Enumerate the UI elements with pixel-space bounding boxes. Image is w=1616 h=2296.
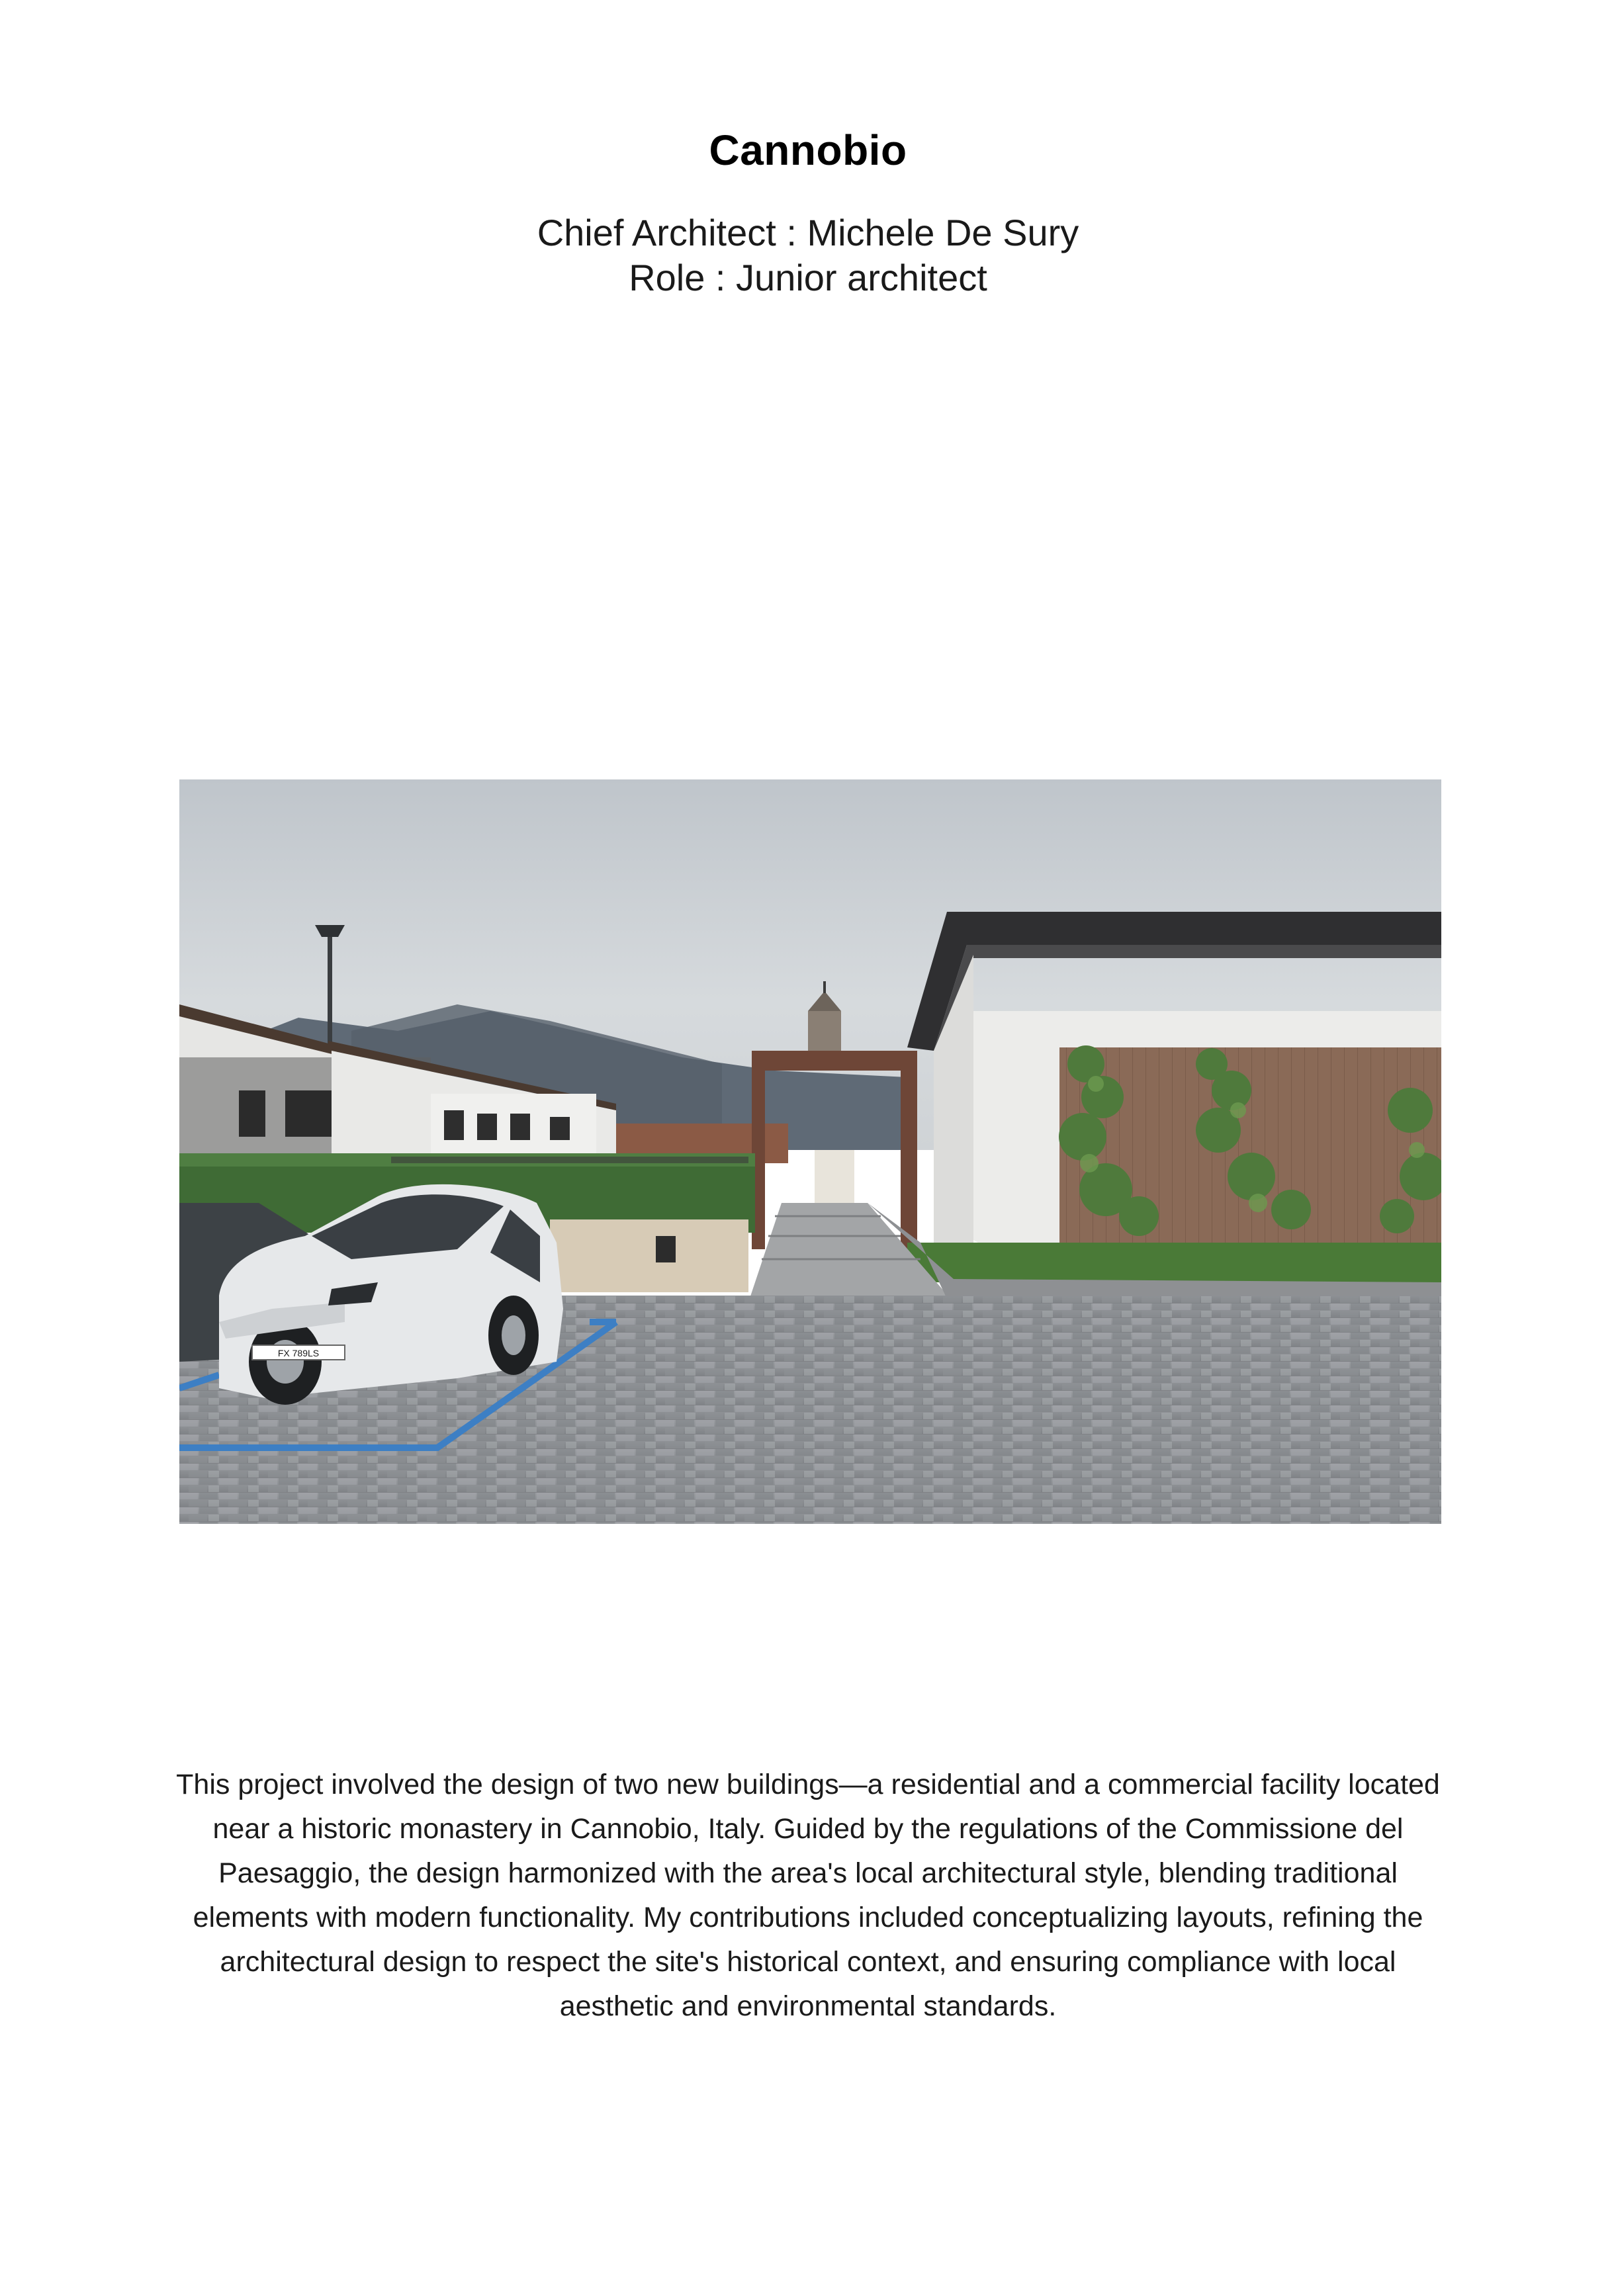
project-credits: [0, 210, 1616, 300]
chief-architect-line: Chief Architect : Michele De Sury: [537, 212, 1079, 253]
pergola: [752, 1051, 917, 1071]
grass-strip: [907, 1243, 1441, 1282]
role-line: Role : Junior architect: [629, 257, 987, 298]
license-plate: FX 789LS: [277, 1348, 320, 1358]
architectural-render: [179, 779, 1441, 1524]
page-title: Cannobio: [709, 126, 907, 174]
project-description: This project involved the design of two new buildings—a residential and a commercial facility located near a historic monastery in Cannobio, Italy. Guided by the regulations of the Commissione del Paesaggio, the design harmonized with the area's local architectural style, blending traditional elements with modern functionality. My contributions included conceptualizing layouts, refining the architectural design to respect the site's historical context, and ensuring compliance with local aesthetic and environmental standards.: [176, 1769, 1440, 2022]
